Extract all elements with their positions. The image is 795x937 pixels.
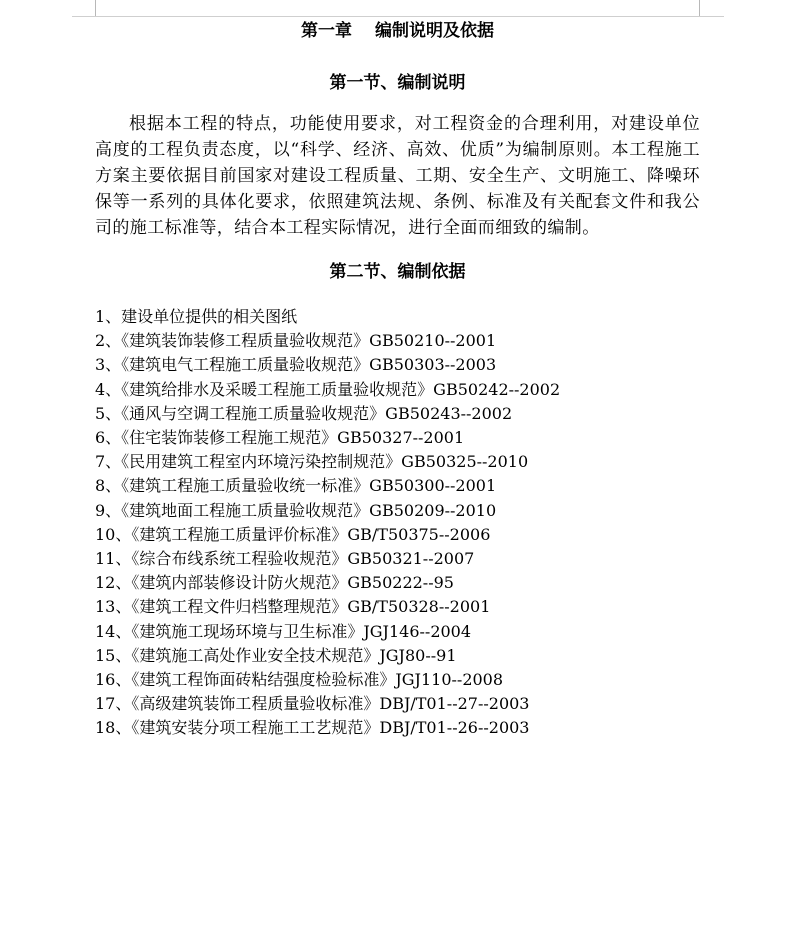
reference-item: 5、《通风与空调工程施工质量验收规范》GB50243--2002	[95, 403, 513, 423]
reference-item: 3、《建筑电气工程施工质量验收规范》GB50303--2003	[95, 355, 497, 375]
reference-item: 2、《建筑装饰装修工程质量验收规范》GB50210--2001	[95, 331, 497, 351]
reference-item: 9、《建筑地面工程施工质量验收规范》GB50209--2010	[95, 500, 497, 520]
section-title-1: 第一节、编制说明	[329, 73, 466, 93]
reference-item: 15、《建筑施工高处作业安全技术规范》JGJ80--91	[95, 645, 457, 665]
reference-item: 18、《建筑安装分项工程施工工艺规范》DBJ/T01--26--2003	[95, 718, 530, 738]
reference-item: 12、《建筑内部装修设计防火规范》GB50222--95	[95, 573, 454, 593]
reference-item: 11、《综合布线系统工程验收规范》GB50321--2007	[95, 549, 475, 569]
reference-item: 7、《民用建筑工程室内环境污染控制规范》GB50325--2010	[95, 452, 529, 472]
page-header-boundary	[72, 16, 724, 17]
document-page	[95, 18, 700, 741]
reference-item: 17、《高级建筑装饰工程质量验收标准》DBJ/T01--27--2003	[95, 694, 530, 714]
reference-item: 16、《建筑工程饰面砖粘结强度检验标准》JGJ110--2008	[95, 670, 504, 690]
reference-list	[95, 305, 700, 741]
reference-item: 14、《建筑施工现场环境与卫生标准》JGJ146--2004	[95, 621, 472, 641]
page-margin-left-mark	[95, 0, 96, 16]
reference-item: 8、《建筑工程施工质量验收统一标准》GB50300--2001	[95, 476, 497, 496]
section-1-paragraph: 根据本工程的特点，功能使用要求，对工程资金的合理利用，对建设单位高度的工程负责态度，以“科学、经济、高效、优质”为编制原则。本工程施工方案主要依据目前国家对建设工程质量、工期、安全生产、文明施工、降噪环保等一系列的具体化要求，依照建筑法规、条例、标准及有关配套文件和我公司的施工标准等，结合本工程实际情况，进行全面而细致的编制。	[95, 114, 700, 238]
reference-item: 10、《建筑工程施工质量评价标准》GB/T50375--2006	[95, 524, 491, 544]
reference-item: 1、建设单位提供的相关图纸	[95, 307, 298, 326]
reference-item: 13、《建筑工程文件归档整理规范》GB/T50328--2001	[95, 597, 491, 617]
page-margin-right-mark	[699, 0, 700, 16]
chapter-title: 第一章 编制说明及依据	[301, 21, 494, 41]
reference-item: 6、《住宅装饰装修工程施工规范》GB50327--2001	[95, 428, 465, 448]
section-title-2: 第二节、编制依据	[329, 262, 466, 282]
reference-item: 4、《建筑给排水及采暖工程施工质量验收规范》GB50242--2002	[95, 379, 561, 399]
